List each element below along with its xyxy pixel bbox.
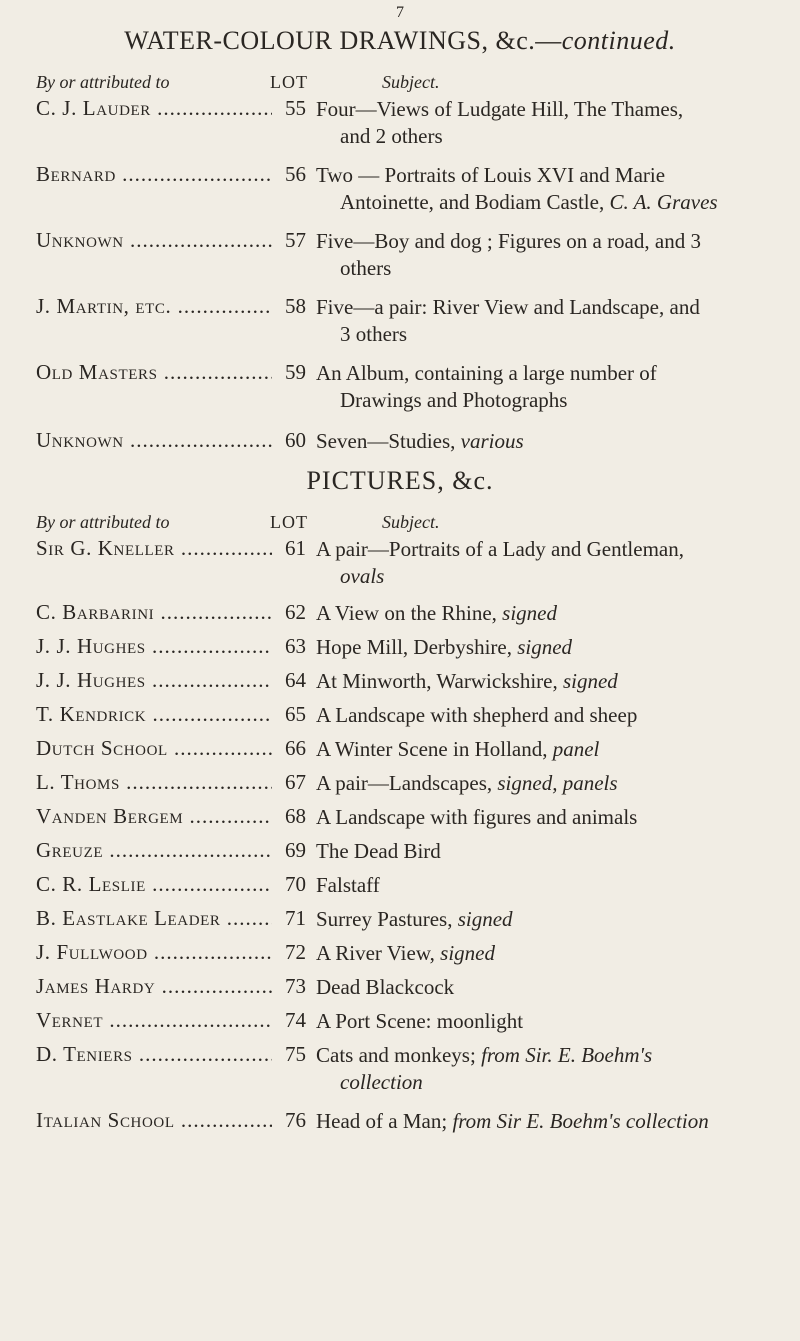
artist-name: Old Masters ..... [36,360,272,385]
artist-name: Bernard ..... [36,162,272,187]
artist-name: J. J. Hughes ..... [36,668,272,693]
subject-text: A pair—Portraits of a Lady and Gentleman, ovals [316,537,684,588]
lot-number: 58 [272,294,306,319]
lot-number: 66 [272,736,306,761]
subject-text: A River View, signed [316,941,495,965]
header-lot: LOT [270,72,308,92]
artist-name: Dutch School ..... [36,736,272,761]
subject-text: A Winter Scene in Holland, panel [316,737,600,761]
page-number: 7 [396,4,404,21]
header-lot: LOT [270,512,308,532]
subject-text: Five—Boy and dog ; Figures on a road, and 3 others [316,229,701,280]
lot-number: 55 [272,96,306,121]
artist-name: C. Barbarini ..... [36,600,272,625]
artist-name: J. J. Hughes ..... [36,634,272,659]
lot-number: 74 [272,1008,306,1033]
lot-number: 64 [272,668,306,693]
artist-name: T. Kendrick ..... [36,702,272,727]
title-text: WATER-COLOUR DRAWINGS, &c.— [124,26,562,55]
subject-text: The Dead Bird [316,839,441,863]
lot-number: 59 [272,360,306,385]
header-subject: Subject. [382,72,440,92]
artist-name: B. Eastlake Leader ..... [36,906,272,931]
lot-number: 71 [272,906,306,931]
subject-text: A View on the Rhine, signed [316,601,557,625]
lot-number: 70 [272,872,306,897]
header-subject: Subject. [382,512,440,532]
subject-text: Two — Portraits of Louis XVI and Marie Antoinette, and Bodiam Castle, C. A. Graves [316,163,718,214]
artist-name: L. Thoms ..... [36,770,272,795]
subject-text: A Port Scene: moonlight [316,1009,524,1033]
artist-name: C. J. Lauder ..... [36,96,272,121]
artist-name: Italian School ..... [36,1108,272,1133]
subject-text: Seven—Studies, various [316,429,524,453]
subject-text: Surrey Pastures, signed [316,907,513,931]
lot-number: 65 [272,702,306,727]
subject-text: Cats and monkeys; from Sir. E. Boehm's collection [316,1043,653,1094]
lot-number: 60 [272,428,306,453]
lot-number: 68 [272,804,306,829]
lot-number: 69 [272,838,306,863]
lot-number: 56 [272,162,306,187]
subject-text: A pair—Landscapes, signed, panels [316,771,618,795]
lot-number: 73 [272,974,306,999]
artist-name: D. Teniers ..... [36,1042,272,1067]
pictures-column-headers [0,512,800,538]
subject-text: Falstaff [316,873,380,897]
artist-name: Vanden Bergem ..... [36,804,272,829]
artist-name: Sir G. Kneller ..... [36,536,272,561]
lot-number: 75 [272,1042,306,1067]
artist-name: Greuze ..... [36,838,272,863]
subject-text: A Landscape with shepherd and sheep [316,703,638,727]
artist-name: Unknown ..... [36,228,272,253]
artist-name: James Hardy ..... [36,974,272,999]
subject-text: Five—a pair: River View and Landscape, and 3 others [316,295,700,346]
watercolour-column-headers [0,72,800,98]
artist-name: C. R. Leslie ..... [36,872,272,897]
lot-number: 57 [272,228,306,253]
page-title [0,26,800,56]
artist-name: J. Martin, etc. ..... [36,294,272,319]
lot-number: 76 [272,1108,306,1133]
lot-number: 62 [272,600,306,625]
header-attributed: By or attributed to [36,72,170,92]
subject-text: Dead Blackcock [316,975,455,999]
header-attributed: By or attributed to [36,512,170,532]
subject-text: At Minworth, Warwickshire, signed [316,669,618,693]
lot-number: 63 [272,634,306,659]
subject-text: Hope Mill, Derbyshire, signed [316,635,573,659]
subject-text: An Album, containing a large number of Drawings and Photographs [316,361,657,412]
lot-number: 61 [272,536,306,561]
subject-text: Head of a Man; from Sir E. Boehm's collection [316,1109,709,1133]
lot-number: 67 [272,770,306,795]
subject-text: Four—Views of Ludgate Hill, The Thames, and 2 others [316,97,684,148]
lot-number: 72 [272,940,306,965]
title-continued: continued. [561,26,676,55]
artist-name: Unknown ..... [36,428,272,453]
artist-name: Vernet ..... [36,1008,272,1033]
subject-text: A Landscape with figures and animals [316,805,638,829]
artist-name: J. Fullwood ..... [36,940,272,965]
section-heading-pictures: PICTURES, &c. [306,466,494,495]
